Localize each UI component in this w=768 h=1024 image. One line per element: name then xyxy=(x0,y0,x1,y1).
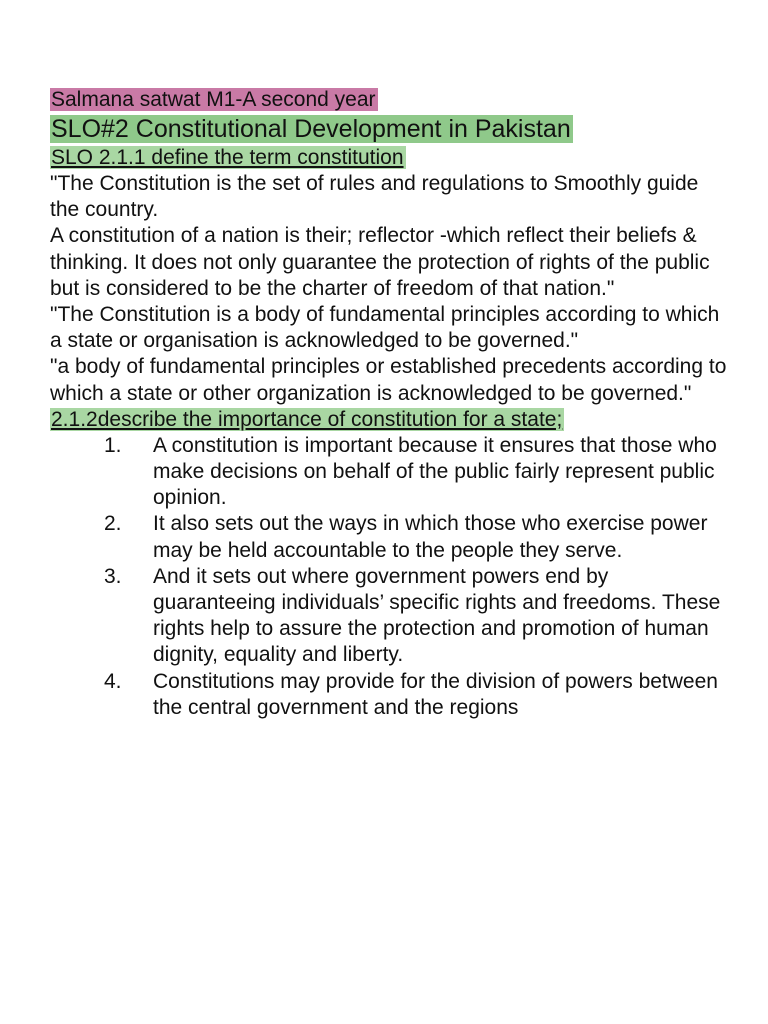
paragraph: A constitution of a nation is their; reflector -which reflect their beliefs & thinking. It does not only guarantee the protection of rights of the public but is considered to be the charter of freedom of that nation." xyxy=(50,224,710,300)
paragraph: "The Constitution is the set of rules and regulations to Smoothly guide the country. xyxy=(50,172,699,222)
list-item xyxy=(50,433,730,512)
paragraph: "a body of fundamental principles or established precedents according to which a state or other organization is acknowledged to be governed." xyxy=(50,355,727,405)
section2-heading xyxy=(50,407,730,433)
section1-heading-text: SLO 2.1.1 define the term constitution xyxy=(51,146,404,169)
list-item xyxy=(50,669,730,721)
list-item-number: 1. xyxy=(104,433,122,457)
document-title-text: SLO#2 Constitutional Development in Pakistan xyxy=(51,115,571,143)
section1-heading xyxy=(50,145,730,171)
document-title xyxy=(50,114,730,145)
list-item-text: A constitution is important because it ensures that those who make decisions on behalf of the public fairly represent public opinion. xyxy=(153,433,717,510)
list-item-number: 3. xyxy=(104,564,122,588)
list-item-number: 4. xyxy=(104,669,122,693)
author-line-text: Salmana satwat M1-A second year xyxy=(51,88,376,111)
list-item-text: It also sets out the ways in which those who exercise power may be held accountable to the people they serve. xyxy=(153,512,708,562)
list-item-number: 2. xyxy=(104,512,122,536)
list-item-text: Constitutions may provide for the division of powers between the central government and the regions xyxy=(153,669,718,719)
importance-list xyxy=(50,433,730,721)
list-item-text: And it sets out where government powers end by guaranteeing individuals’ specific rights and freedoms. These rights help to assure the protection and promotion of human dignity, equality and liberty. xyxy=(153,564,721,667)
list-item xyxy=(50,564,730,669)
list-item xyxy=(50,511,730,563)
author-line xyxy=(50,86,730,114)
document-body xyxy=(50,86,730,721)
section2-heading-text: 2.1.2describe the importance of constitution for a state; xyxy=(51,407,563,431)
paragraph: "The Constitution is a body of fundamental principles according to which a state or organisation is acknowledged to be governed." xyxy=(50,303,720,353)
